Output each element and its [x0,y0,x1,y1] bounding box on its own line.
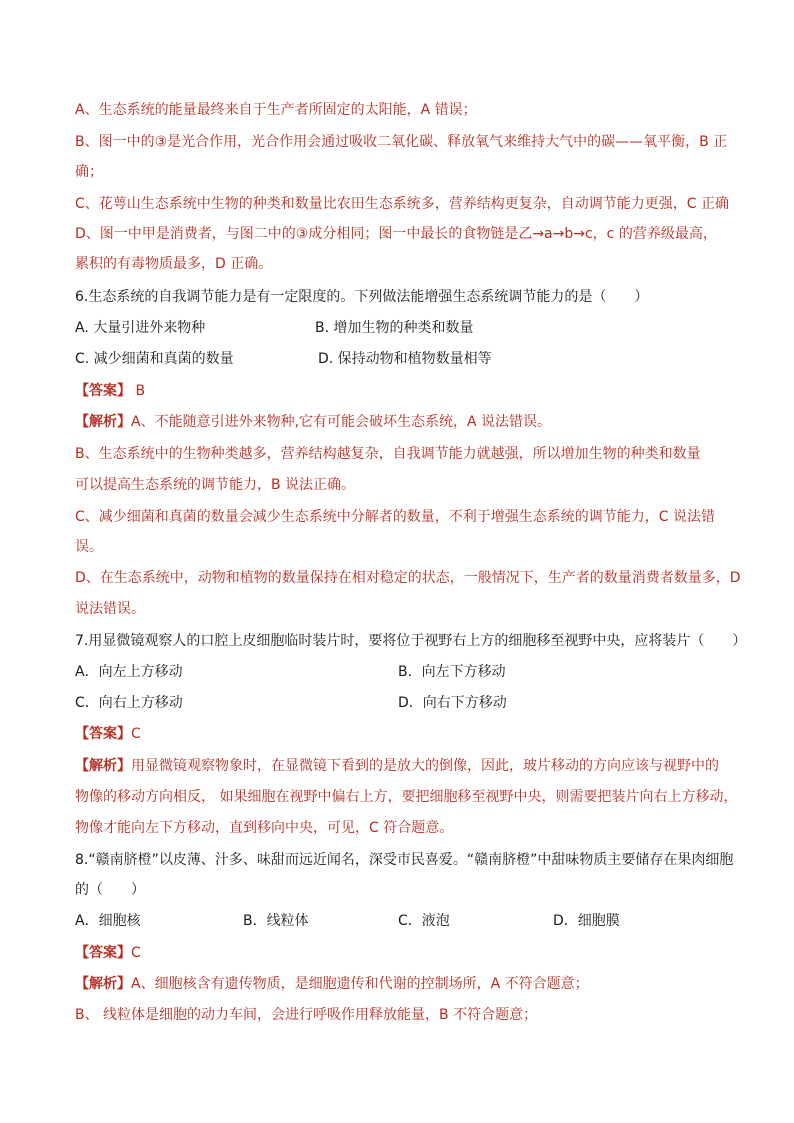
q6-analysis-label: 【解析】 [75,414,131,430]
q7-answer-label: 【答案】 [75,726,131,742]
prev-explanation-a: A、生态系统的能量最终来自于生产者所固定的太阳能，A 错误； [75,102,477,118]
prev-explanation-b-line1: B、图一中的③是光合作用，光合作用会通过吸收二氧化碳、释放氧气来维持大气中的碳——氧平衡，B 正 [75,134,728,150]
q6-analysis-c-line1: C、减少细菌和真菌的数量会减少生态系统中分解者的数量，不利于增强生态系统的调节能力，C 说法错 [75,509,715,525]
q6-analysis-c-line2: 误。 [75,539,103,555]
q6-option-d: D. 保持动物和植物数量相等 [318,351,492,367]
q7-answer [75,724,141,744]
q7-analysis-line2: 物像的移动方向相反， 如果细胞在视野中偏右上方，要把细胞移至视野中央，则需要把装片向右上方移动， [75,789,738,805]
q7-analysis-line3: 物像才能向左下方移动，直到移向中央，可见，C 符合题意。 [75,820,454,836]
q7-analysis-label: 【解析】 [75,758,131,774]
q7-option-d: D．向右下方移动 [398,695,507,711]
q7-option-b: B．向左下方移动 [398,664,506,680]
q8-option-a: A．细胞核 [75,913,141,929]
q6-analysis-b-line2: 可以提高生态系统的调节能力，B 说法正确。 [75,477,356,493]
q8-stem-line1: 8.“赣南脐橙”以皮薄、汁多、味甜而远近闻名，深受市民喜爱。“赣南脐橙”中甜味物质主要储存在果肉细胞 [75,852,734,868]
q8-option-d: D．细胞膜 [553,913,620,929]
q6-option-b: B. 增加生物的种类和数量 [315,320,474,336]
q6-analysis-b-line1: B、生态系统中的生物种类越多，营养结构越复杂，自我调节能力就越强，所以增加生物的种类和数量 [75,446,701,462]
q8-analysis-a [75,974,589,994]
q8-answer-value: C [131,945,141,961]
prev-explanation-d-line1: D、图一中甲是消费者，与图二中的③成分相同；图一中最长的食物链是乙→a→b→c，c 的营养级最高， [75,226,717,242]
q6-stem: 6.生态系统的自我调节能力是有一定限度的。下列做法能增强生态系统调节能力的是（ ） [75,289,649,305]
q7-answer-value: C [131,726,141,742]
prev-explanation-b-line2: 确； [75,164,103,180]
q6-option-c: C. 减少细菌和真菌的数量 [75,351,234,367]
prev-explanation-d-line2: 累积的有毒物质最多，D 正确。 [75,256,273,272]
q8-stem-line2: 的（ ） [75,882,145,898]
prev-explanation-c: C、花萼山生态系统中生物的种类和数量比农田生态系统多，营养结构更复杂，自动调节能力更强，C 正确 [75,196,729,212]
q8-analysis-label: 【解析】 [75,976,131,992]
q8-analysis-b: B、 线粒体是细胞的动力车间，会进行呼吸作用释放能量，B 不符合题意； [75,1007,538,1023]
q8-answer [75,943,141,963]
q7-option-a: A．向左上方移动 [75,664,183,680]
q7-option-c: C．向右上方移动 [75,695,183,711]
q6-analysis-d-line1: D、在生态系统中，动物和植物的数量保持在相对稳定的状态，一般情况下，生产者的数量消费者数量多，D [75,570,741,586]
q6-option-a: A. 大量引进外来物种 [75,320,206,336]
q8-analysis-a-text: A、细胞核含有遗传物质，是细胞遗传和代谢的控制场所，A 不符合题意； [131,976,589,992]
q6-answer-value: B [131,383,146,399]
q6-answer [75,381,145,401]
q6-analysis-a-text: A、不能随意引进外来物种,它有可能会破坏生态系统，A 说法错误。 [131,414,552,430]
q8-answer-label: 【答案】 [75,945,131,961]
q7-analysis-line1-text: 用显微镜观察物象时，在显微镜下看到的是放大的倒像，因此，玻片移动的方向应该与视野中的 [131,758,719,774]
q8-option-b: B．线粒体 [243,913,309,929]
q7-stem: 7.用显微镜观察人的口腔上皮细胞临时装片时，要将位于视野右上方的细胞移至视野中央，应将装片（ ） [75,633,747,649]
q6-analysis-a [75,412,551,432]
q6-analysis-d-line2: 说法错误。 [75,601,145,617]
q6-answer-label: 【答案】 [75,383,131,399]
q8-option-c: C．液泡 [398,913,450,929]
q7-analysis-line1 [75,756,719,776]
